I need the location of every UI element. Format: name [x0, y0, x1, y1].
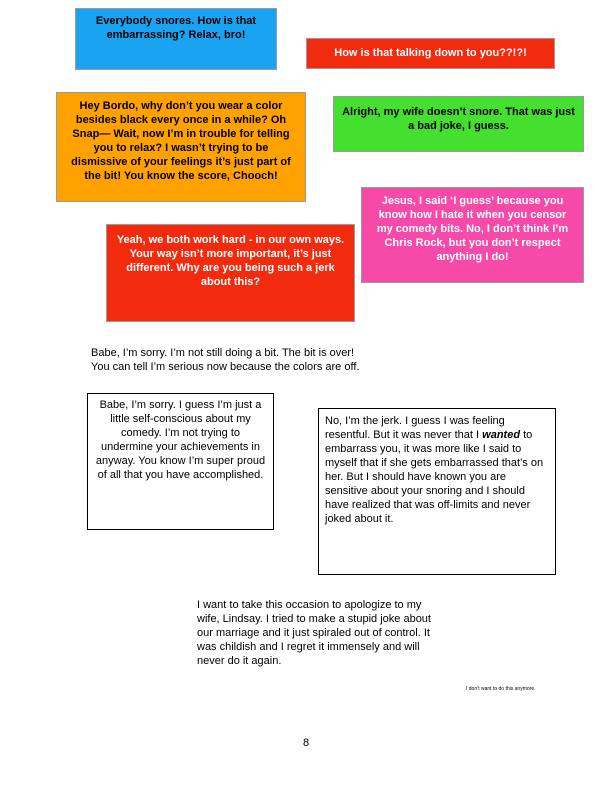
public-apology — [197, 598, 447, 668]
speech-box-blue-text: Everybody snores. How is that embarrassing? Relax, bro! — [95, 15, 257, 41]
public-apology-text: I want to take this occasion to apologize to my wife, Lindsay. I tried to make a stupid joke about our marriage and it just spiraled out of control. It was childish and I regret it immensely and will never do it again. — [197, 599, 431, 667]
speech-box-pink-text: Jesus, I said ‘I guess’ because you know how I hate it when you censor my comedy bits. No, I don’t think I’m Chris Rock, but you don’t respect anything I do! — [376, 195, 569, 263]
speech-box-green — [333, 96, 584, 152]
apology-box-left — [87, 393, 274, 530]
apology-box-right-text-end: to embarrass you, it was more like I said to myself that if she gets embarrassed that’s on her. But I should have known you are sensitive about your snoring and I should have realized that was off-limits and never joked about it. — [325, 429, 544, 525]
footnote: I don’t want to do this anymore. — [466, 686, 536, 692]
speech-box-red-bottom — [106, 224, 355, 322]
speech-box-orange-text: Hey Bordo, why don’t you wear a color besides black every once in a while? Oh Snap— Wait, now I’m in trouble for telling you to relax? I wasn’t trying to be dismissive of your feelings it’s just part of the bit! You know the score, Chooch! — [71, 100, 291, 182]
speech-box-red-top-text: How is that talking down to you??!?! — [334, 47, 527, 59]
serious-note-line-1: Babe, I’m sorry. I’m not still doing a bit. The bit is over! — [91, 347, 355, 359]
serious-note — [91, 346, 421, 374]
apology-box-right-emphasis: wanted — [482, 429, 521, 441]
speech-box-pink — [361, 187, 584, 283]
speech-box-blue — [75, 8, 277, 70]
apology-box-left-text: Babe, I’m sorry. I guess I’m just a little self-conscious about my comedy. I’m not trying to undermine your achievements in anyway. You know I’m super proud of all that you have accomplished. — [95, 399, 266, 481]
page-number: 8 — [302, 737, 310, 749]
serious-note-line-2: You can tell I’m serious now because the colors are off. — [91, 361, 360, 373]
speech-box-orange — [56, 92, 306, 202]
apology-box-right — [318, 408, 556, 575]
apology-box-right-text-start: No, I’m the jerk. I guess I was feeling resentful. But it was never that I — [325, 415, 505, 441]
speech-box-red-top — [306, 38, 555, 69]
speech-box-red-bottom-text: Yeah, we both work hard - in our own ways. Your way isn’t more important, it’s just different. Why are you being such a jerk about this? — [116, 234, 345, 288]
speech-box-green-text: Alright, my wife doesn’t snore. That was just a bad joke, I guess. — [342, 106, 575, 132]
